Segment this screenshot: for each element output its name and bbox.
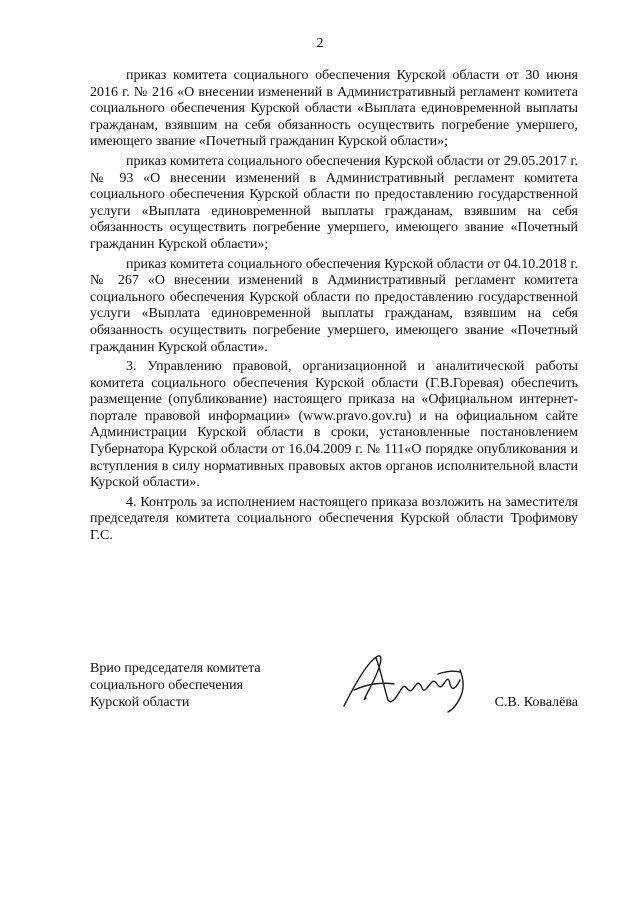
signatory-position-line-2: социального обеспечения <box>90 678 244 693</box>
paragraph-order-2016: приказ комитета социального обеспечения Курской области от 30 июня 2016 г. № 216 «О внесении изменений в Административный регламент комитета социального обеспечения Курской области «Выплата единовременной выплаты гражданам, взявшим на себя обязанность осуществить погребение умершего, имеющего звание «Почетный гражданин Курской области»; <box>90 68 578 150</box>
paragraph-order-2018: приказ комитета социального обеспечения Курской области от 04.10.2018 г. № 267 «О внесении изменений в Административный регламент комитета социального обеспечения Курской области по предоставлению государственной услуги «Выплата единовременной выплаты гражданам, взявшим на себя обязанность осуществить погребение умершего, имеющего звание «Почетный гражданин Курской области». <box>90 256 578 355</box>
signatory-name: С.В. Ковалёва <box>494 695 578 710</box>
paragraph-order-2017: приказ комитета социального обеспечения Курской области от 29.05.2017 г. № 93 «О внесении изменений в Административный регламент комитета социального обеспечения Курской области по предоставлению государственной услуги «Выплата единовременной выплаты гражданам, взявшим на себя обязанность осуществить погребение умершего, имеющего звание «Почетный гражданин Курской области»; <box>90 153 578 252</box>
document-body <box>90 68 578 548</box>
signatory-position-line-1: Врио председателя комитета <box>90 661 261 676</box>
signatory-position-line-3: Курской области <box>90 695 190 710</box>
handwritten-signature <box>336 648 486 718</box>
page-number: 2 <box>316 36 324 51</box>
paragraph-item-4: 4. Контроль за исполнением настоящего приказа возложить на заместителя председателя комитета социального обеспечения Курской области Трофимову Г.С. <box>90 494 578 544</box>
paragraph-item-3: 3. Управлению правовой, организационной и аналитической работы комитета социального обеспечения Курской области (Г.В.Горевая) обеспечить размещение (опубликование) настоящего приказа на «Официальном интернет-портале правовой информации» (www.pravo.gov.ru) и на официальном сайте Администрации Курской области в сроки, установленные постановлением Губернатора Курской области от 16.04.2009 г. № 111«О порядке опубликования и вступления в силу нормативных правовых актов органов исполнительной власти Курской области». <box>90 359 578 491</box>
signatory-position <box>90 660 261 711</box>
signature-block <box>90 660 580 730</box>
